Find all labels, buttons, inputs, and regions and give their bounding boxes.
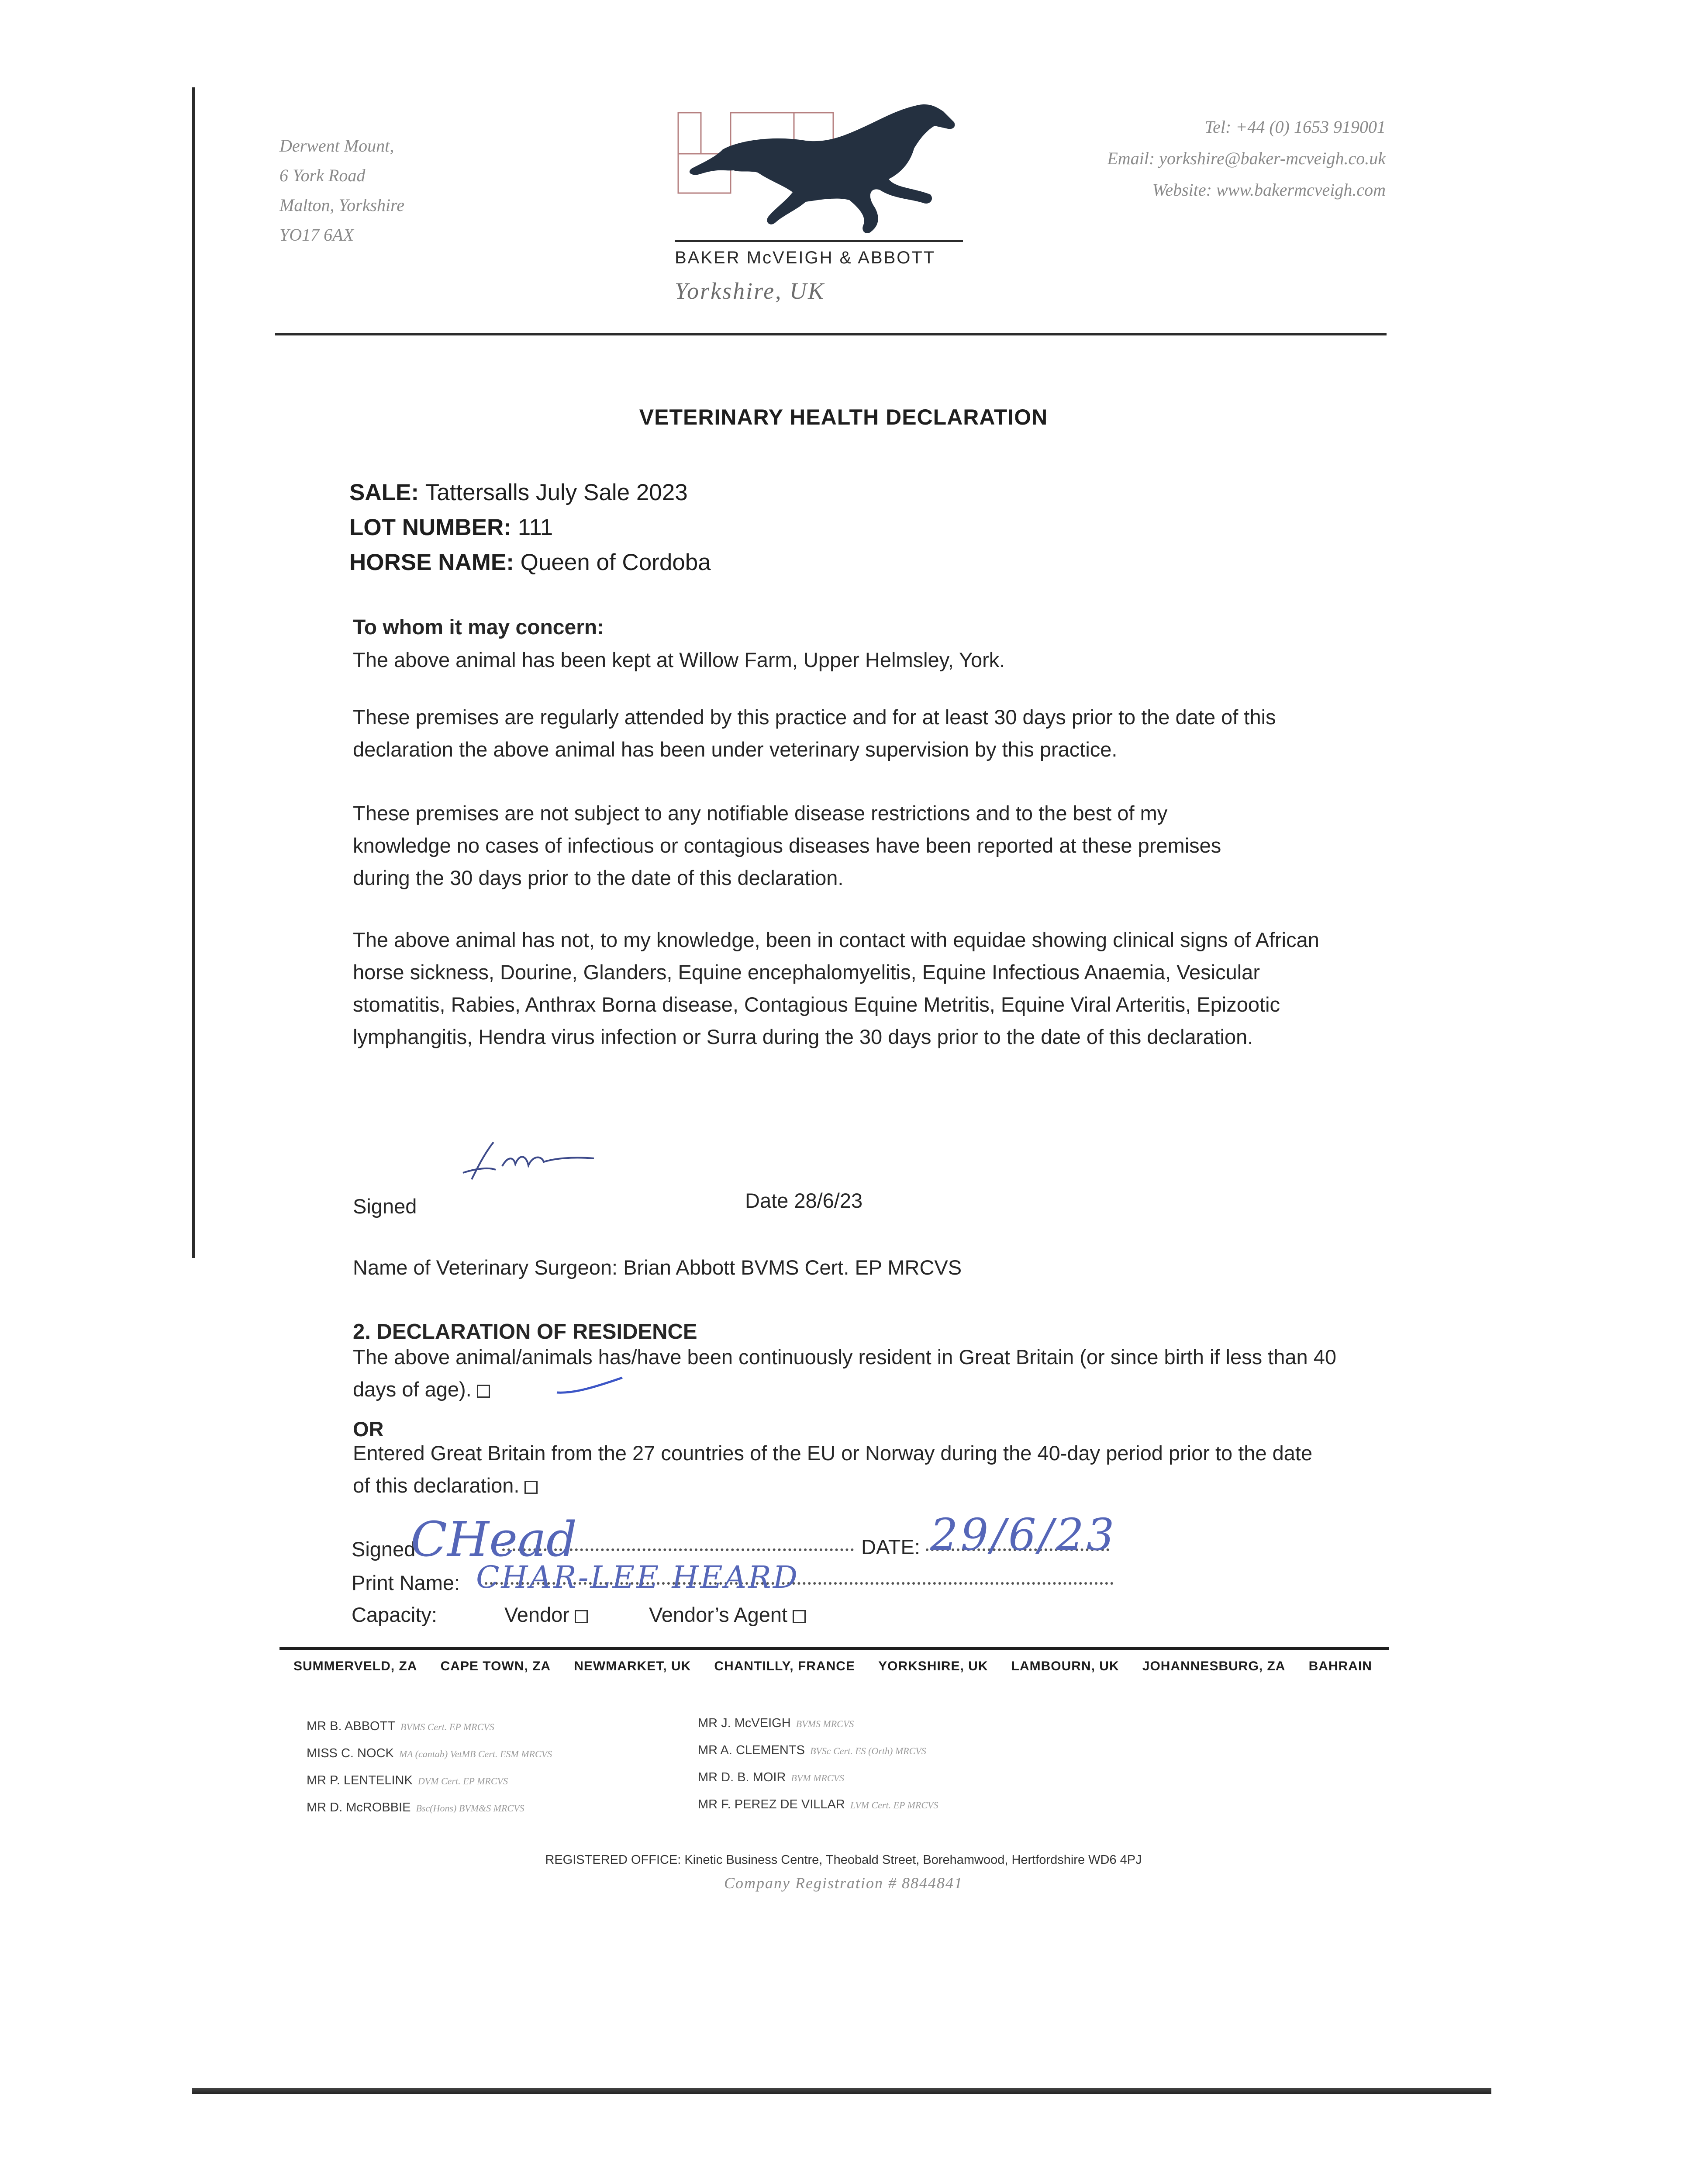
kept-at-statement: The above animal has been kept at Willow Farm, Upper Helmsley, York. — [353, 648, 1005, 671]
location: NEWMARKET, UK — [574, 1659, 691, 1673]
staff-member — [307, 1713, 552, 1740]
sale-details — [349, 475, 711, 580]
staff-name: MR D. B. MOIR — [698, 1770, 786, 1784]
disease-restrictions-paragraph: These premises are not subject to any notifiable disease restrictions and to the best of my knowledge no cases of infectious or contagious diseases have been reported at these premises during the 30 days prior to the date of this declaration. — [353, 802, 1221, 889]
staff-member — [698, 1791, 938, 1818]
header-divider — [275, 333, 1387, 335]
staff-name: MR F. PEREZ DE VILLAR — [698, 1797, 845, 1811]
declarant-printed-name: CHAR-LEE HEARD — [476, 1559, 799, 1595]
vendor-label: Vendor — [504, 1603, 569, 1626]
vet-signed-label: Signed — [353, 1195, 417, 1218]
supervision-paragraph: These premises are regularly attended by this practice and for at least 30 days prior to the date of this declaration the above animal has been under veterinary supervision by this practice. — [353, 705, 1276, 761]
staff-name: MR B. ABBOTT — [307, 1719, 396, 1733]
vet-signature — [454, 1131, 598, 1188]
staff-name: MR P. LENTELINK — [307, 1773, 413, 1787]
agent-checkbox[interactable] — [793, 1610, 806, 1623]
vendor-option — [504, 1599, 588, 1631]
location: JOHANNESBURG, ZA — [1142, 1659, 1286, 1673]
staff-list-left — [307, 1713, 552, 1821]
sale-value: Tattersalls July Sale 2023 — [425, 480, 688, 505]
contact-website: Website: www.bakermcveigh.com — [1152, 180, 1386, 200]
sale-line — [349, 475, 711, 510]
declarant-date-label: DATE: — [861, 1535, 920, 1559]
galloping-horse-icon — [675, 100, 963, 245]
sale-label: SALE: — [349, 480, 419, 505]
staff-qualifications: BVSc Cert. ES (Orth) MRCVS — [810, 1745, 926, 1756]
practice-contact — [1107, 111, 1386, 206]
address-line: 6 York Road — [279, 166, 366, 185]
residence-heading: 2. DECLARATION OF RESIDENCE — [353, 1320, 697, 1344]
lot-value: 111 — [517, 515, 553, 540]
vendor-checkbox[interactable] — [575, 1610, 588, 1623]
location: CAPE TOWN, ZA — [440, 1659, 551, 1673]
office-locations — [293, 1659, 1372, 1674]
residence-or: OR — [353, 1417, 384, 1441]
agent-option — [649, 1599, 806, 1631]
contact-diseases-paragraph: The above animal has not, to my knowledge, been in contact with equidae showing clinical signs of African horse sickness, Dourine, Glanders, Equine encephalomyelitis, Equine Infectious Anaemia, Vesicular stomatitis, Rabies, Anthrax Borna disease, Contagious Equine Metritis, Equine Viral Arteritis, Epizootic lymphangitis, Hendra virus infection or Surra during the 30 days prior to the date of this declaration. — [353, 928, 1319, 1048]
residence-option-1-checkbox[interactable] — [477, 1385, 490, 1398]
staff-list-right — [698, 1710, 938, 1818]
residence-option-2 — [353, 1437, 1314, 1502]
residence-option-1 — [353, 1341, 1340, 1406]
residence-option-2-checkbox[interactable] — [524, 1481, 538, 1494]
address-line: Malton, Yorkshire — [279, 195, 404, 215]
salutation-block — [353, 612, 1340, 676]
staff-member — [307, 1767, 552, 1794]
staff-qualifications: BVMS Cert. EP MRCVS — [400, 1721, 494, 1732]
page-edge-shadow — [192, 2088, 1491, 2094]
staff-member — [307, 1740, 552, 1767]
horse-value: Queen of Cordoba — [520, 549, 711, 575]
checkmark-icon — [555, 1376, 624, 1398]
staff-qualifications: LVM Cert. EP MRCVS — [850, 1800, 938, 1811]
contact-phone: Tel: +44 (0) 1653 919001 — [1204, 117, 1386, 137]
capacity-label: Capacity: — [352, 1603, 437, 1626]
capacity-row — [352, 1599, 1094, 1631]
print-name-label: Print Name: — [352, 1571, 460, 1594]
declarant-date: 29/6/23 — [930, 1509, 1117, 1560]
company-name: BAKER McVEIGH & ABBOTT — [675, 248, 936, 267]
company-registration: Company Registration # 8844841 — [724, 1874, 963, 1892]
staff-qualifications: BVM MRCVS — [791, 1773, 844, 1783]
document-title: VETERINARY HEALTH DECLARATION — [639, 405, 1048, 429]
practice-address — [279, 131, 404, 250]
staff-qualifications: DVM Cert. EP MRCVS — [417, 1776, 508, 1787]
staff-name: MR D. McROBBIE — [307, 1800, 411, 1814]
location: LAMBOURN, UK — [1011, 1659, 1119, 1673]
staff-name: MR J. McVEIGH — [698, 1716, 791, 1730]
residence-option-1-text: The above animal/animals has/have been continuously resident in Great Britain (or since birth if less than 40 days of age). — [353, 1345, 1337, 1401]
horse-label: HORSE NAME: — [349, 549, 514, 575]
horse-line — [349, 545, 711, 580]
staff-member — [698, 1710, 938, 1737]
residence-option-2-text: Entered Great Britain from the 27 countries of the EU or Norway during the 40-day period prior to the date of this declaration. — [353, 1441, 1313, 1497]
location: CHANTILLY, FRANCE — [714, 1659, 855, 1673]
contact-email: Email: yorkshire@baker-mcveigh.co.uk — [1107, 149, 1386, 168]
location: SUMMERVELD, ZA — [293, 1659, 417, 1673]
staff-qualifications: MA (cantab) VetMB Cert. ESM MRCVS — [399, 1749, 552, 1759]
staff-member — [307, 1794, 552, 1821]
agent-label: Vendor’s Agent — [649, 1603, 788, 1626]
salutation: To whom it may concern: — [353, 616, 604, 639]
company-region: Yorkshire, UK — [675, 278, 825, 304]
address-line: YO17 6AX — [279, 225, 354, 245]
location: BAHRAIN — [1308, 1659, 1372, 1673]
footer-divider — [279, 1647, 1389, 1650]
staff-qualifications: Bsc(Hons) BVM&S MRCVS — [416, 1803, 524, 1814]
declarant-signed-label: Signed — [352, 1538, 416, 1561]
page-edge-shadow — [192, 87, 195, 1258]
registered-office: REGISTERED OFFICE: Kinetic Business Centre, Theobald Street, Borehamwood, Hertfordshire WD6 4PJ — [545, 1853, 1142, 1867]
staff-member — [698, 1737, 938, 1764]
staff-name: MISS C. NOCK — [307, 1746, 394, 1760]
staff-qualifications: BVMS MRCVS — [796, 1718, 854, 1729]
staff-member — [698, 1764, 938, 1791]
lot-line — [349, 510, 711, 545]
location: YORKSHIRE, UK — [878, 1659, 988, 1673]
declarant-signature: CHead — [411, 1511, 577, 1567]
lot-label: LOT NUMBER: — [349, 515, 511, 540]
vet-signature-date: Date 28/6/23 — [745, 1189, 863, 1212]
staff-name: MR A. CLEMENTS — [698, 1743, 805, 1757]
address-line: Derwent Mount, — [279, 136, 394, 156]
veterinary-surgeon-name: Name of Veterinary Surgeon: Brian Abbott BVMS Cert. EP MRCVS — [353, 1256, 962, 1279]
